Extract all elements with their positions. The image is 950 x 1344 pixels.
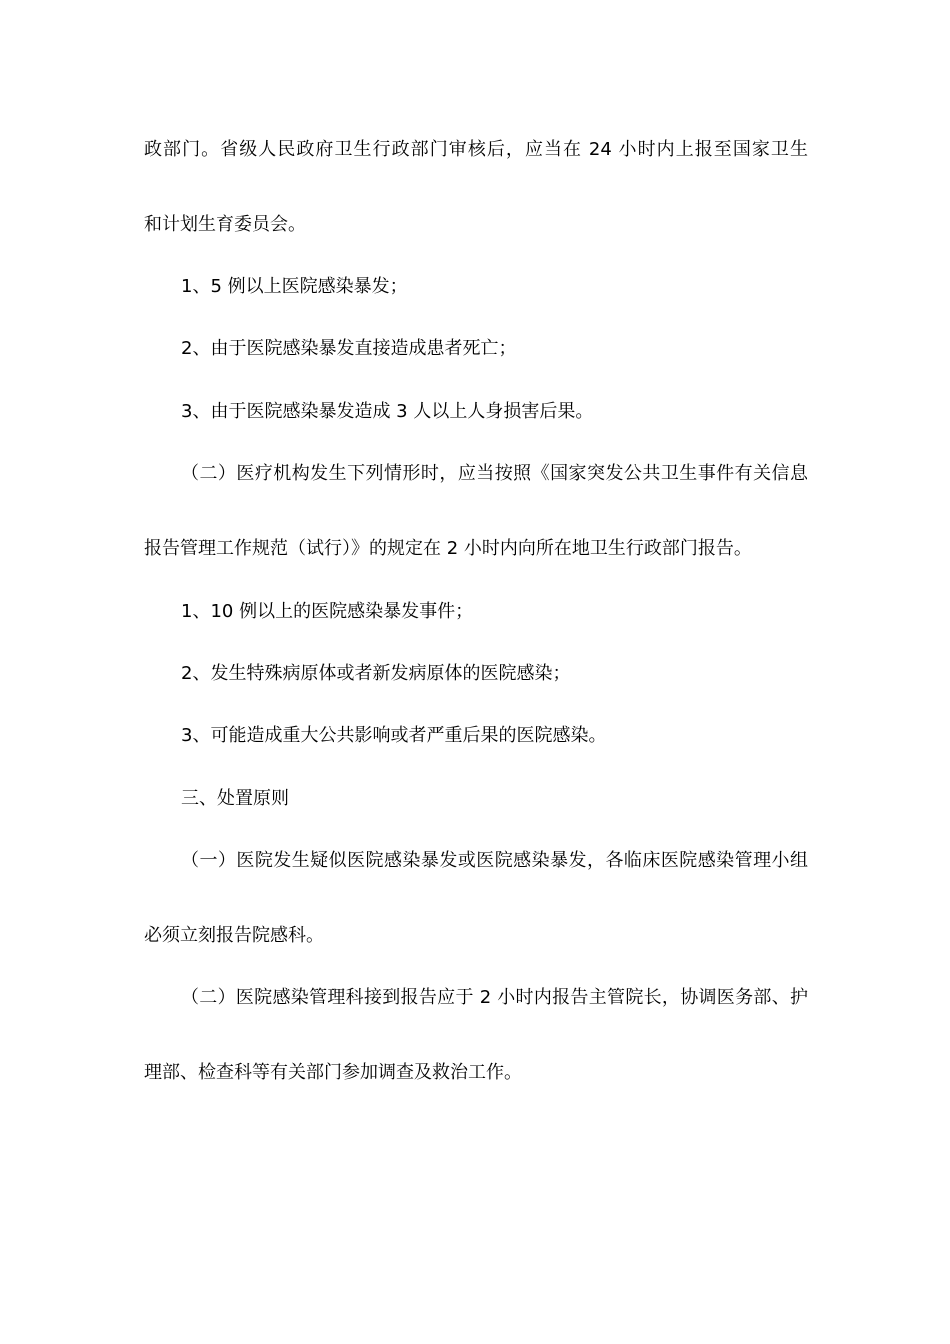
paragraph-line: 必须立刻报告院感科。 bbox=[144, 925, 324, 946]
section-heading: 三、处置原则 bbox=[181, 788, 289, 809]
paragraph-line: （二）医院感染管理科接到报告应于 2 小时内报告主管院长，协调医务部、护 bbox=[181, 987, 808, 1008]
list-item: 1、10 例以上的医院感染暴发事件； bbox=[181, 601, 474, 622]
list-item: 3、可能造成重大公共影响或者严重后果的医院感染。 bbox=[181, 725, 607, 746]
paragraph-line: 和计划生育委员会。 bbox=[144, 214, 306, 235]
list-item: 2、发生特殊病原体或者新发病原体的医院感染； bbox=[181, 663, 571, 684]
paragraph-line: 理部、检查科等有关部门参加调查及救治工作。 bbox=[144, 1062, 522, 1083]
paragraph-line: 报告管理工作规范（试行）》的规定在 2 小时内向所在地卫生行政部门报告。 bbox=[144, 538, 752, 559]
list-item: 1、5 例以上医院感染暴发； bbox=[181, 276, 408, 297]
list-item: 2、由于医院感染暴发直接造成患者死亡； bbox=[181, 338, 517, 359]
paragraph-line: （一）医院发生疑似医院感染暴发或医院感染暴发，各临床医院感染管理小组 bbox=[181, 850, 808, 871]
paragraph-line: 政部门。省级人民政府卫生行政部门审核后，应当在 24 小时内上报至国家卫生 bbox=[144, 139, 808, 160]
paragraph-line: （二）医疗机构发生下列情形时，应当按照《国家突发公共卫生事件有关信息 bbox=[181, 463, 808, 484]
list-item: 3、由于医院感染暴发造成 3 人以上人身损害后果。 bbox=[181, 401, 594, 422]
